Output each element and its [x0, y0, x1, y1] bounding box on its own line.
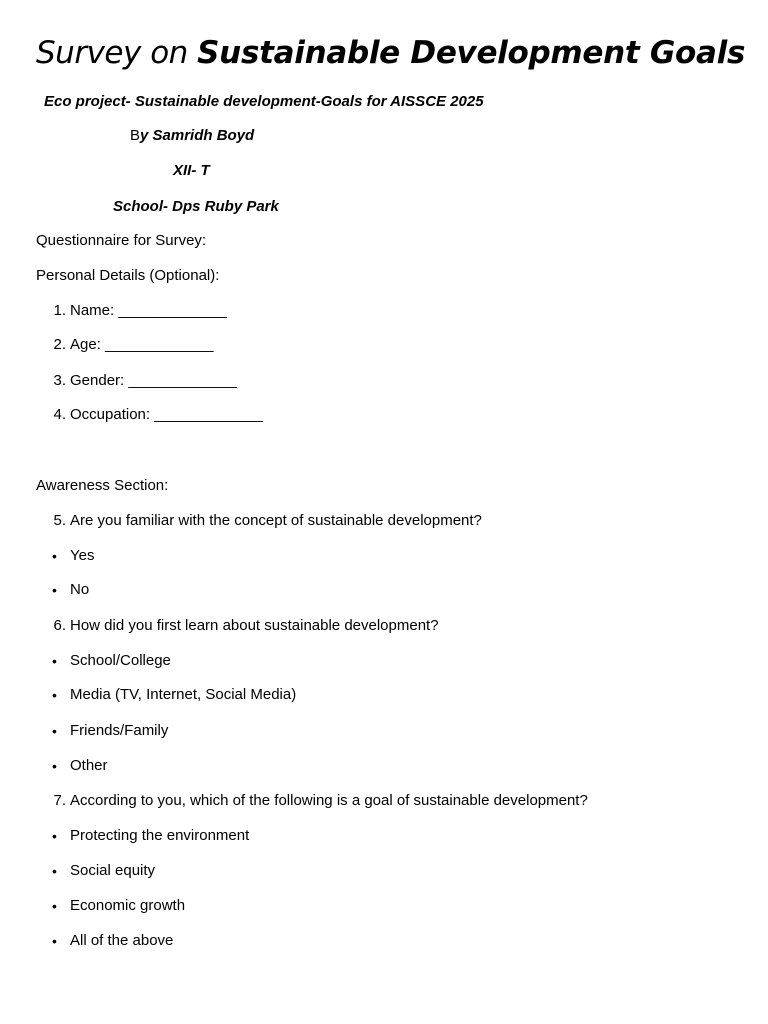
field-text: Occupation: _____________ — [70, 406, 263, 423]
personal-field-name — [48, 301, 227, 321]
option-item: Other — [70, 757, 108, 774]
project-subtitle: Eco project- Sustainable development-Goals for AISSCE 2025 — [44, 93, 484, 110]
list-number: 3. — [53, 372, 66, 389]
option-item: Economic growth — [70, 897, 186, 914]
list-number: 2. — [53, 336, 66, 353]
bullet-icon: • — [52, 548, 57, 564]
author-name: Samridh Boyd — [152, 127, 255, 144]
bullet-icon: • — [52, 828, 57, 844]
bullet-icon: • — [52, 687, 57, 703]
personal-details-heading: Personal Details (Optional): — [36, 267, 220, 284]
author-prefix: B — [130, 127, 141, 144]
personal-field-occupation — [48, 405, 263, 425]
bullet-icon: • — [52, 723, 57, 739]
question-6 — [48, 616, 439, 636]
author-line — [130, 126, 254, 146]
option-item: School/College — [70, 652, 171, 669]
personal-field-gender — [48, 371, 237, 391]
list-number: 5. — [53, 512, 66, 529]
field-text: Name: _____________ — [70, 302, 227, 319]
option-item: All of the above — [70, 932, 174, 949]
bullet-icon: • — [52, 933, 57, 949]
awareness-heading: Awareness Section: — [36, 477, 169, 494]
title-main: Sustainable Development Goals — [197, 35, 746, 71]
list-number: 1. — [53, 302, 66, 319]
option-item: Yes — [70, 547, 95, 564]
option-item: Friends/Family — [70, 722, 169, 739]
list-number: 4. — [53, 406, 66, 423]
field-text: Age: _____________ — [70, 336, 214, 353]
class-line: XII- T — [173, 162, 210, 179]
option-item: Protecting the environment — [70, 827, 250, 844]
list-number: 7. — [53, 792, 66, 809]
school-line: School- Dps Ruby Park — [113, 198, 279, 215]
bullet-icon: • — [52, 863, 57, 879]
author-prefix-rest: y — [140, 127, 153, 144]
option-item: Media (TV, Internet, Social Media) — [70, 686, 297, 703]
questionnaire-heading: Questionnaire for Survey: — [36, 232, 207, 249]
bullet-icon: • — [52, 582, 57, 598]
question-text: Are you familiar with the concept of sustainable development? — [70, 512, 482, 529]
document-title — [36, 30, 745, 76]
question-text: According to you, which of the following is a goal of sustainable development? — [70, 792, 588, 809]
question-7 — [48, 791, 588, 811]
question-text: How did you first learn about sustainable development? — [70, 617, 439, 634]
option-item: Social equity — [70, 862, 156, 879]
title-prefix: Survey on — [36, 35, 198, 71]
bullet-icon: • — [52, 898, 57, 914]
bullet-icon: • — [52, 758, 57, 774]
personal-field-age — [48, 335, 213, 355]
bullet-icon: • — [52, 653, 57, 669]
list-number: 6. — [53, 617, 66, 634]
option-item: No — [70, 581, 90, 598]
field-text: Gender: _____________ — [70, 372, 237, 389]
question-5 — [48, 511, 482, 531]
